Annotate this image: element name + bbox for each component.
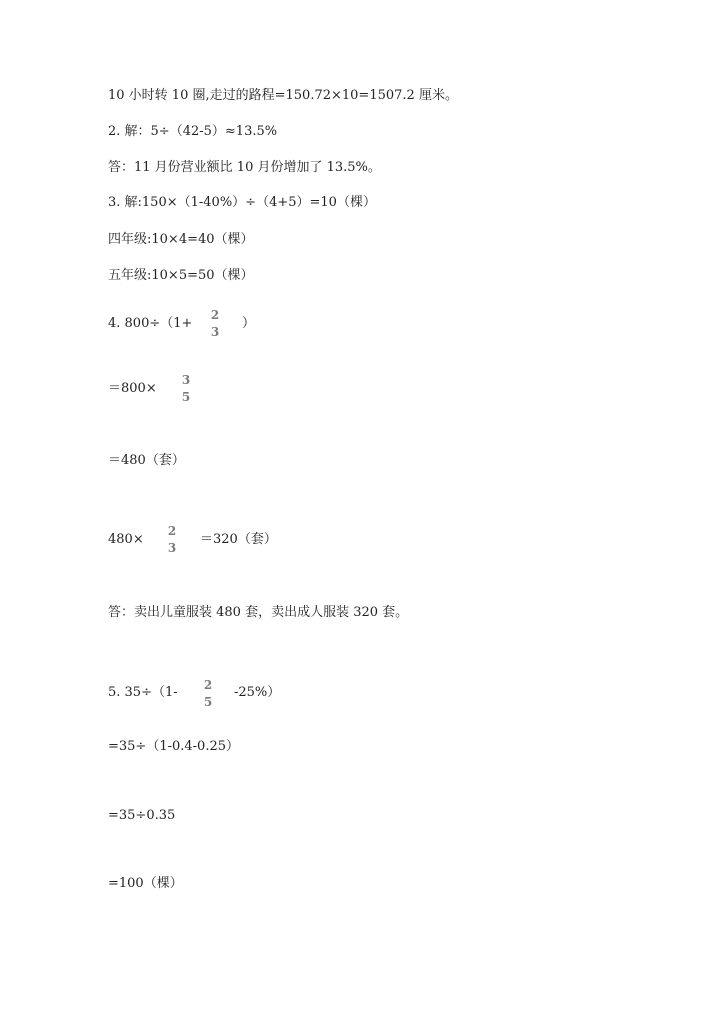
- fraction-denominator: 5: [181, 390, 191, 404]
- fraction-denominator: 5: [203, 695, 213, 709]
- q5-line1-prefix: 5. 35÷（1-: [108, 685, 178, 700]
- q4-line2-fraction: [181, 373, 191, 404]
- q4-line4-suffix: ＝320（套）: [200, 532, 277, 547]
- q5-line1-suffix: -25%）: [234, 685, 281, 700]
- q4-line4-prefix: 480×: [108, 532, 144, 547]
- fraction-denominator: 3: [167, 541, 177, 555]
- fraction-numerator: 2: [210, 308, 220, 322]
- q4-line1-suffix: ）: [242, 316, 256, 331]
- text-line-distance: 10 小时转 10 圈,走过的路程=150.72×10=1507.2 厘米。: [108, 88, 458, 103]
- text-line-q3-solution: 3. 解:150×（1-40%）÷（4+5）=10（棵）: [108, 195, 376, 210]
- fraction-bar: [210, 323, 220, 324]
- q5-line1-fraction: [203, 678, 213, 709]
- q4-line1-fraction: [210, 308, 220, 339]
- fraction-denominator: 3: [210, 325, 220, 339]
- fraction-numerator: 2: [203, 678, 213, 692]
- text-line-grade5: 五年级:10×5=50（棵）: [108, 268, 254, 283]
- fraction-bar: [181, 388, 191, 389]
- q4-line4-fraction: [167, 524, 177, 555]
- q4-line1-prefix: 4. 800÷（1+: [108, 316, 193, 331]
- text-line-grade4: 四年级:10×4=40（棵）: [108, 232, 254, 247]
- q4-line2-prefix: ＝800×: [108, 381, 157, 396]
- fraction-bar: [167, 539, 177, 540]
- text-line-q2-answer: 答：11 月份营业额比 10 月份增加了 13.5%。: [108, 160, 381, 175]
- q5-line3: =35÷0.35: [108, 808, 176, 823]
- fraction-numerator: 3: [181, 373, 191, 387]
- q5-line4: =100（棵）: [108, 876, 183, 891]
- text-line-q2-solution: 2. 解：5÷（42-5）≈13.5%: [108, 124, 278, 139]
- fraction-numerator: 2: [167, 524, 177, 538]
- fraction-bar: [203, 693, 213, 694]
- q5-line2: =35÷（1-0.4-0.25）: [108, 739, 240, 754]
- q4-answer: 答：卖出儿童服装 480 套，卖出成人服装 320 套。: [108, 605, 409, 620]
- q4-line3: ＝480（套）: [108, 453, 185, 468]
